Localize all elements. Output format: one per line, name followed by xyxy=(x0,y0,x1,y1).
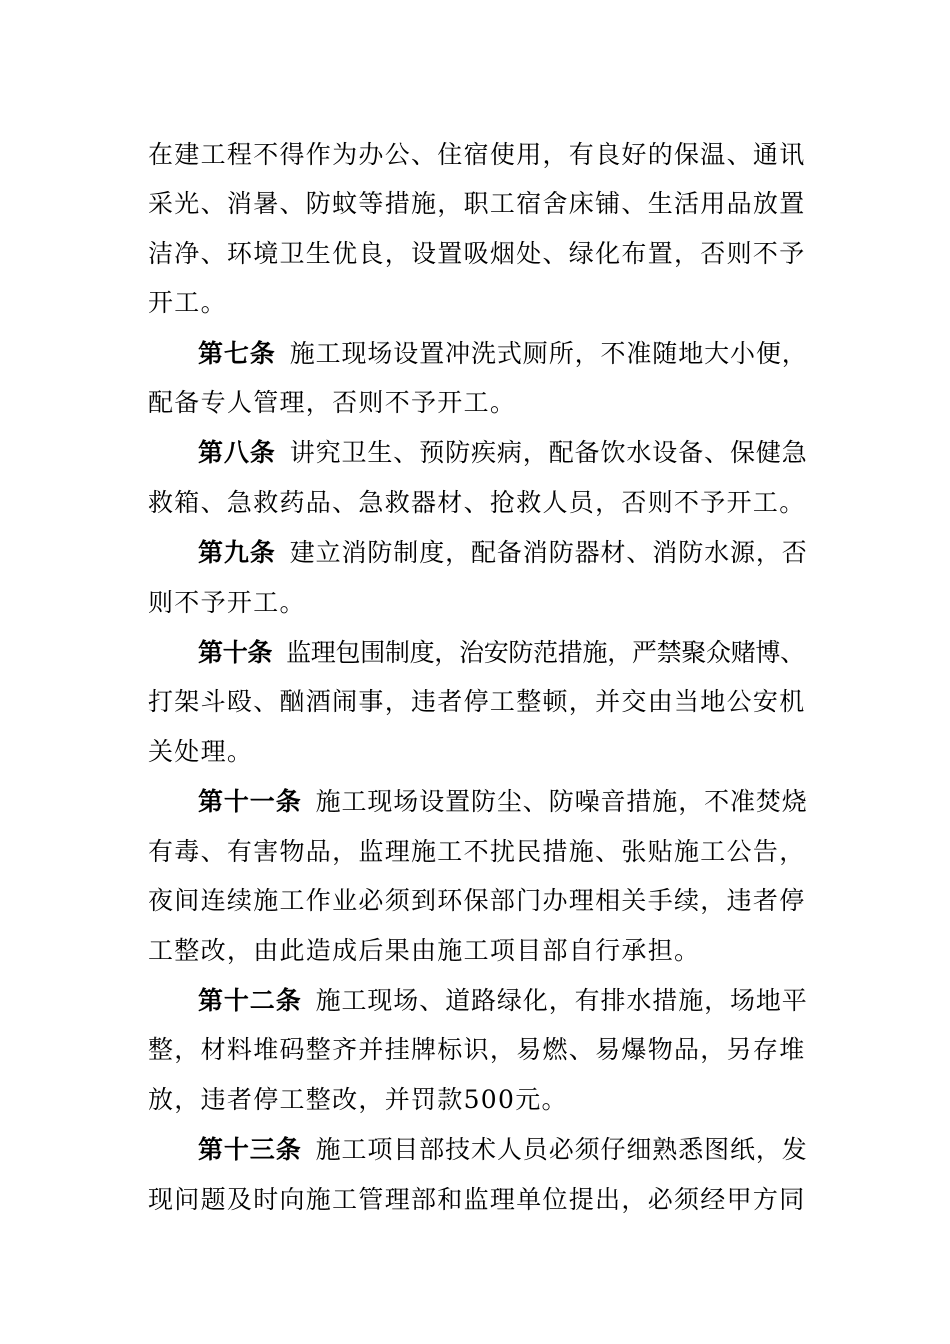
text-line: 在建工程不得作为办公、住宿使用，有良好的保温、通讯 xyxy=(148,140,806,169)
text-line: 夜间连续施工作业必须到环保部门办理相关手续，违者停 xyxy=(148,886,806,916)
article-text: 施工现场、道路绿化，有排水措施，场地平 xyxy=(315,985,808,1015)
paragraph-continuation xyxy=(148,130,808,328)
article-text: 施工现场设置防尘、防噪音措施，不准焚烧 xyxy=(315,787,808,817)
text-line: 有毒、有害物品，监理施工不扰民措施、张贴施工公告， xyxy=(148,836,806,866)
text-line: 则不予开工。 xyxy=(148,587,306,617)
article-text: 讲究卫生、预防疾病，配备饮水设备、保健急 xyxy=(289,438,808,468)
article-number: 第十一条 xyxy=(198,787,302,817)
article-10 xyxy=(148,628,808,776)
text-line xyxy=(148,628,808,677)
text-line: 关处理。 xyxy=(148,736,254,766)
text-line: 配备专人管理，否则不予开工。 xyxy=(148,388,517,418)
text-line: 洁净、环境卫生优良，设置吸烟处、绿化布置，否则不予 xyxy=(148,238,806,268)
text-line: 打架斗殴、酗酒闹事，违者停工整顿，并交由当地公安机 xyxy=(148,687,806,717)
text-line xyxy=(148,976,808,1025)
text-line xyxy=(148,1125,808,1174)
text-line: 开工。 xyxy=(148,288,227,318)
article-12 xyxy=(148,976,808,1124)
article-7 xyxy=(148,329,808,428)
text-line: 整，材料堆码整齐并挂牌标识，易燃、易爆物品，另存堆 xyxy=(148,1035,806,1065)
text-line: 救箱、急救药品、急救器材、抢救人员，否则不予开工。 xyxy=(148,487,806,517)
article-number: 第十二条 xyxy=(198,985,302,1015)
text-line xyxy=(148,528,808,577)
article-text: 施工现场设置冲洗式厕所，不准随地大小便， xyxy=(289,338,808,368)
text-line: 放，违者停工整改，并罚款500元。 xyxy=(148,1084,568,1114)
article-13 xyxy=(148,1125,808,1224)
text-line: 现问题及时向施工管理部和监理单位提出，必须经甲方同 xyxy=(148,1184,806,1214)
article-number: 第九条 xyxy=(198,538,276,568)
article-text: 施工项目部技术人员必须仔细熟悉图纸，发 xyxy=(315,1135,808,1165)
document-body xyxy=(148,130,808,1224)
article-number: 第十三条 xyxy=(198,1135,302,1165)
article-number: 第十条 xyxy=(198,638,273,668)
article-text: 监理包围制度，治安防范措施，严禁聚众赌博、 xyxy=(286,638,805,668)
text-line xyxy=(148,777,808,826)
article-text: 建立消防制度，配备消防器材、消防水源，否 xyxy=(289,538,808,568)
article-number: 第八条 xyxy=(198,438,276,468)
article-number: 第七条 xyxy=(198,338,276,368)
text-line xyxy=(148,428,808,477)
text-line: 采光、消暑、防蚊等措施，职工宿舍床铺、生活用品放置 xyxy=(148,189,806,219)
article-11 xyxy=(148,777,808,975)
article-9 xyxy=(148,528,808,627)
text-line xyxy=(148,329,808,378)
text-line: 工整改，由此造成后果由施工项目部自行承担。 xyxy=(148,935,701,965)
article-8 xyxy=(148,428,808,527)
